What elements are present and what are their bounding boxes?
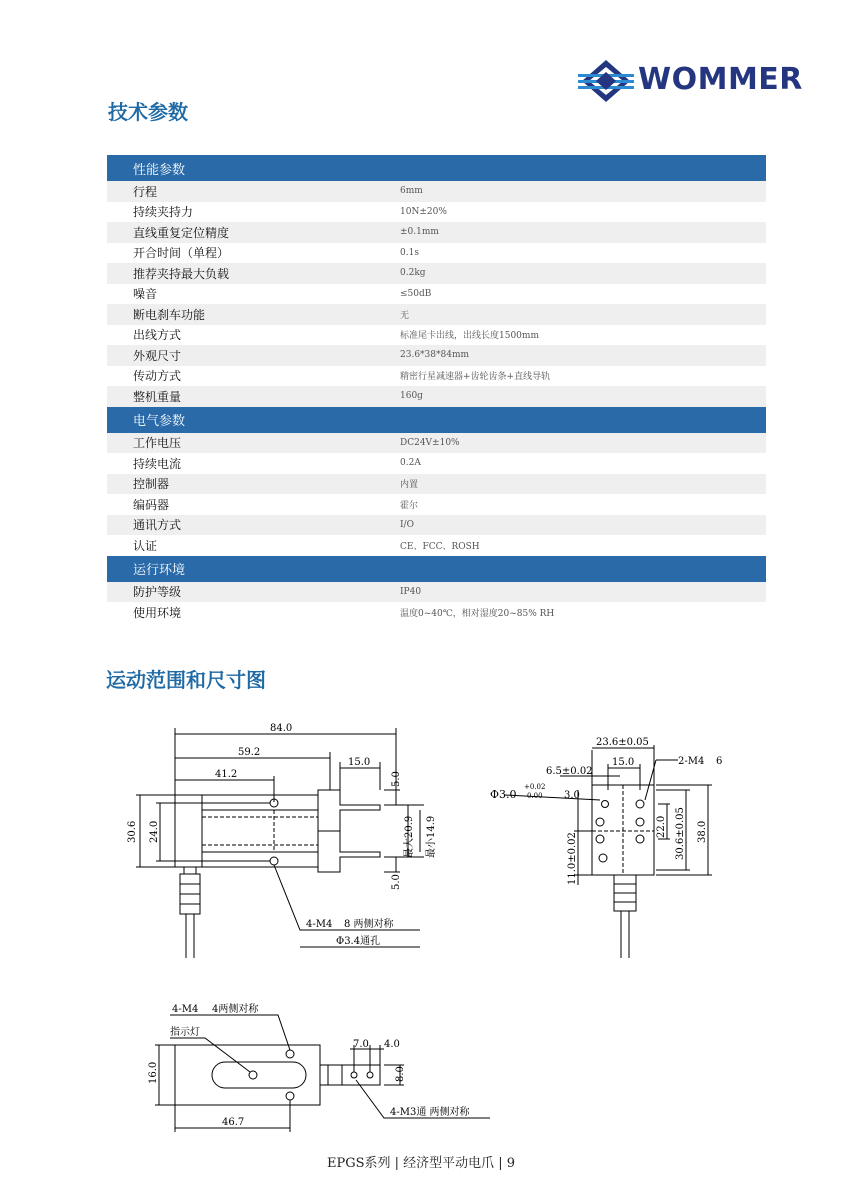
dim-41: 41.2 — [215, 769, 238, 780]
dim-max: 最大20.9 — [404, 815, 415, 858]
row-value: 无 — [400, 310, 410, 321]
row-value: 10N±20% — [400, 206, 447, 217]
dim-min: 最小14.9 — [426, 815, 437, 858]
dim-236: 23.6±0.05 — [596, 737, 649, 748]
row-label: 断电刹车功能 — [133, 307, 206, 322]
section-title-specs: 技术参数 — [108, 100, 188, 124]
row-label: 出线方式 — [133, 328, 182, 343]
row-label: 工作电压 — [133, 436, 182, 451]
row-label: 认证 — [133, 538, 158, 553]
dim-depth: 3.0 — [564, 790, 580, 801]
row-label: 防护等级 — [133, 585, 182, 600]
note-through-hole: Φ3.4通孔 — [336, 936, 381, 947]
dim-5a: 5.0 — [391, 771, 402, 787]
dim-11: 11.0±0.02 — [567, 832, 578, 885]
group-header: 性能参数 — [107, 155, 766, 181]
row-label: 通讯方式 — [133, 518, 182, 533]
row-label: 持续夹持力 — [133, 205, 194, 220]
page-footer: EPGS系列 | 经济型平动电爪 | 9 — [326, 1156, 516, 1171]
row-label: 噪音 — [133, 287, 158, 302]
dim-59: 59.2 — [238, 747, 261, 758]
top-view-labels — [148, 1002, 471, 1128]
dim-467: 46.7 — [222, 1117, 245, 1128]
note-m4: 4-M4 — [306, 919, 333, 930]
row-value: 标准尾卡出线，出线长度1500mm — [400, 331, 539, 342]
dim-7: 7.0 — [353, 1039, 369, 1050]
row-label: 编码器 — [133, 497, 170, 512]
dim-4: 4.0 — [384, 1039, 400, 1050]
row-value: 0.2A — [400, 458, 421, 469]
tol-down: 0.00 — [527, 792, 543, 800]
brand-name: WOMMER — [638, 62, 803, 97]
dim-84: 84.0 — [270, 723, 293, 734]
row-value: I/O — [400, 519, 414, 530]
note-4m3: 4-M3通 两侧对称 — [390, 1107, 470, 1118]
note-4m4: 4-M4 — [172, 1004, 199, 1015]
row-label: 推荐夹持最大负载 — [133, 266, 230, 281]
section-title-dimensions: 运动范围和尺寸图 — [106, 668, 266, 692]
dim-38: 38.0 — [697, 820, 708, 843]
row-label: 开合时间（单程） — [133, 246, 230, 261]
side-view-labels — [490, 737, 722, 885]
row-label: 控制器 — [133, 477, 170, 492]
dim-5b: 5.0 — [391, 874, 402, 890]
dim-22: 22.0 — [656, 815, 667, 838]
dim-24: 24.0 — [149, 820, 160, 843]
row-label: 行程 — [133, 184, 158, 199]
note-indicator-lamp: 指示灯 — [170, 1027, 200, 1038]
row-label: 外观尺寸 — [133, 348, 182, 363]
row-value: 内置 — [400, 480, 419, 491]
dim-15: 15.0 — [348, 757, 371, 768]
row-value: CE、FCC、ROSH — [400, 541, 480, 552]
row-value: 精密行星减速器+齿轮齿条+直线导轨 — [400, 372, 551, 383]
row-value: ≤50dB — [400, 288, 432, 299]
row-value: 23.6*38*84mm — [400, 350, 470, 361]
dim-306-side: 30.6±0.05 — [675, 807, 686, 860]
row-label: 直线重复定位精度 — [133, 225, 230, 240]
row-value: 温度0~40℃，相对湿度20~85% RH — [400, 608, 555, 619]
dim-65: 6.5±0.02 — [546, 766, 593, 777]
row-label: 传动方式 — [133, 369, 182, 384]
dim-phi: Φ3.0 — [490, 788, 517, 801]
note-4m4-depth: 4两侧对称 — [212, 1004, 259, 1015]
note-2m4-depth: 6 — [716, 756, 723, 767]
row-value: 0.1s — [400, 247, 419, 258]
dim-306: 30.6 — [127, 820, 138, 843]
row-value: 160g — [400, 391, 423, 402]
dim-15-side: 15.0 — [612, 757, 635, 768]
row-value: DC24V±10% — [400, 437, 460, 448]
row-label: 使用环境 — [133, 605, 182, 620]
row-label: 整机重量 — [133, 389, 182, 404]
row-value: 0.2kg — [400, 268, 426, 279]
row-value: ±0.1mm — [400, 227, 439, 238]
note-m4-depth: 8 两侧对称 — [344, 919, 394, 930]
row-value: 霍尔 — [400, 500, 419, 511]
dim-8: 8.0 — [395, 1066, 406, 1082]
row-value: 6mm — [400, 186, 423, 197]
tol-up: +0.02 — [524, 783, 546, 791]
group-header: 电气参数 — [107, 407, 766, 433]
group-header: 运行环境 — [107, 556, 766, 582]
row-label: 持续电流 — [133, 456, 182, 471]
front-view-labels — [127, 723, 437, 947]
dim-16: 16.0 — [148, 1061, 159, 1084]
row-value: IP40 — [400, 586, 422, 597]
note-2m4: 2-M4 — [678, 756, 705, 767]
